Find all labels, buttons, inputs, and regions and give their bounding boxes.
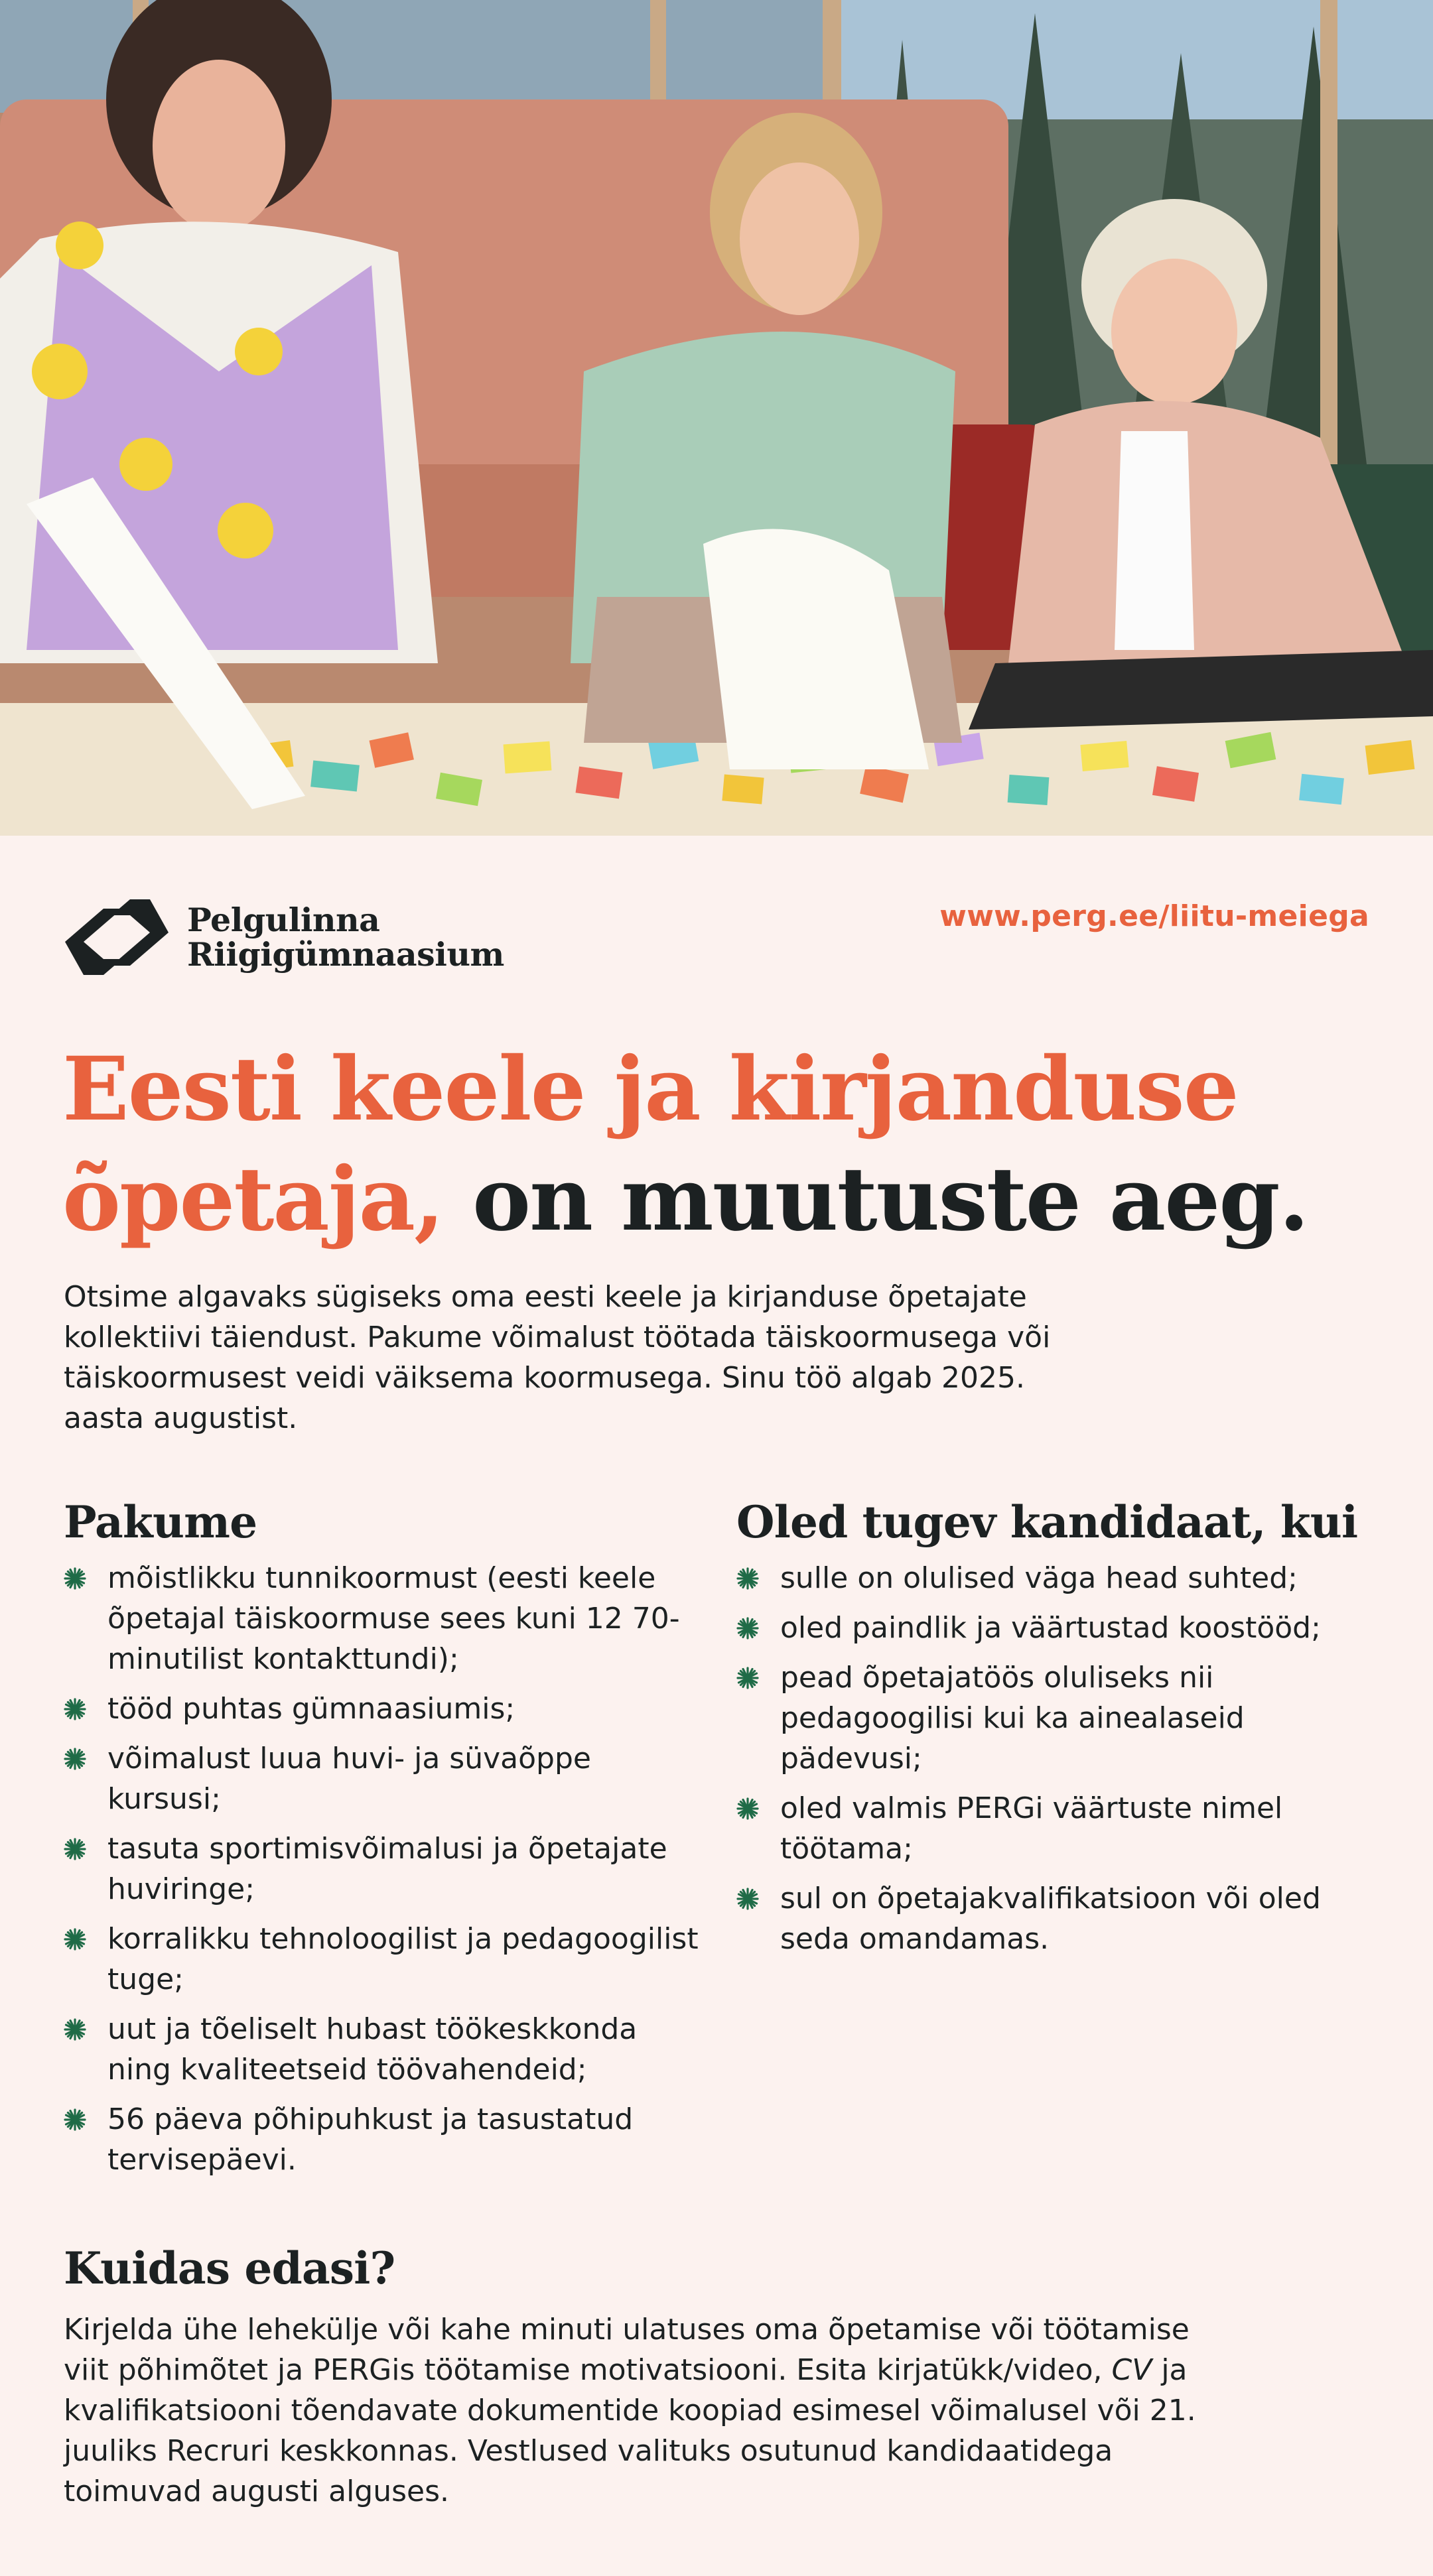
candidate-title: Oled tugev kandidaat, kui <box>736 1496 1358 1548</box>
next-steps-text <box>64 2309 1231 2512</box>
list-item-text: uut ja tõeliselt hubast töökeskkonda ning kvaliteetseid töövahendeid; <box>107 2012 638 2087</box>
list-item <box>736 1657 1373 1779</box>
title-dark: on muutuste aeg. <box>472 1148 1308 1251</box>
list-item <box>64 1689 701 1729</box>
starburst-bullet-icon <box>736 1797 759 1820</box>
list-item-text: pead õpetajatöös oluliseks nii pedagoogilisi kui ka ainealaseid pädevusi; <box>780 1661 1245 1775</box>
list-item-text: sulle on olulised väga head suhted; <box>780 1561 1298 1595</box>
list-item-text: oled paindlik ja väärtustad koostööd; <box>780 1611 1321 1645</box>
list-item-text: tasuta sportimisvõimalusi ja õpetajate huviringe; <box>107 1832 667 1906</box>
list-item-text: sul on õpetajakvalifikatsioon või oled seda omandamas. <box>780 1882 1321 1956</box>
school-name <box>187 903 504 972</box>
list-item-text: korralikku tehnoloogilist ja pedagoogilist tuge; <box>107 1922 699 1996</box>
starburst-bullet-icon <box>64 1567 86 1590</box>
starburst-bullet-icon <box>64 2108 86 2131</box>
next-steps-title: Kuidas edasi? <box>64 2242 395 2294</box>
next-steps-cv: CV <box>1111 2353 1152 2387</box>
starburst-bullet-icon <box>64 1928 86 1951</box>
offer-list <box>64 1558 701 2180</box>
candidate-section <box>736 1496 1373 1968</box>
list-item <box>64 2099 701 2180</box>
school-name-line1: Pelgulinna <box>187 901 380 939</box>
list-item <box>736 1558 1373 1598</box>
list-item-text: mõistlikku tunnikoormust (eesti keele õpetajal täiskoormuse sees kuni 12 70-minutilist kontakttundi); <box>107 1561 680 1676</box>
list-item-text: tööd puhtas gümnaasiumis; <box>107 1692 515 1726</box>
title-accent: Eesti keele ja kirjanduse õpetaja, <box>62 1038 1238 1251</box>
list-item-text: oled valmis PERGi väärtuste nimel töötama; <box>780 1791 1283 1866</box>
list-item <box>736 1878 1373 1959</box>
starburst-bullet-icon <box>736 1567 759 1590</box>
list-item <box>64 1919 701 2000</box>
starburst-bullet-icon <box>64 1698 86 1720</box>
list-item-text: 56 päeva põhipuhkust ja tasustatud tervisepäevi. <box>107 2102 634 2177</box>
next-steps-section <box>64 2242 1231 2512</box>
offer-title: Pakume <box>64 1496 257 1548</box>
page-title <box>62 1035 1389 1255</box>
list-item <box>64 1738 701 1819</box>
next-steps-text-part2: ja kvalifikatsiooni tõendavate dokumentide koopiad esimesel võimalusel või 21. juuliks Recruri keskkonnas. Vestlused valituks osutunud kandidaatidega toimuvad augusti alguses. <box>64 2353 1196 2508</box>
starburst-bullet-icon <box>64 2018 86 2041</box>
list-item <box>64 1829 701 1909</box>
school-logo[interactable] <box>64 895 504 979</box>
hero-photo-icon <box>0 0 1433 836</box>
list-item <box>64 1558 701 1679</box>
list-item <box>64 2009 701 2090</box>
intro-paragraph: Otsime algavaks sügiseks oma eesti keele ja kirjanduse õpetajate kollektiivi täiendust. Pakume võimalust töötada täiskoormusega või täiskoormusest veidi väiksema koormusega. Sinu töö algab 2025. aasta augustist. <box>64 1280 1051 1435</box>
starburst-bullet-icon <box>736 1667 759 1689</box>
next-steps-text-part1: Kirjelda ühe lehekülje või kahe minuti ulatuses oma õpetamise või töötamise viit põhimõtet ja PERGis töötamise motivatsiooni. Esita kirjatükk/video, <box>64 2313 1190 2387</box>
school-name-line2: Riigigümnaasium <box>187 935 504 974</box>
list-item <box>736 1608 1373 1648</box>
hero-photo <box>0 0 1433 836</box>
website-link[interactable]: www.perg.ee/liitu-meiega <box>939 899 1369 933</box>
list-item-text: võimalust luua huvi- ja süvaõppe kursusi; <box>107 1742 591 1816</box>
offer-section <box>64 1496 701 2189</box>
starburst-bullet-icon <box>64 1838 86 1860</box>
perg-logo-icon <box>64 895 170 979</box>
candidate-list <box>736 1558 1373 1959</box>
starburst-bullet-icon <box>64 1748 86 1770</box>
starburst-bullet-icon <box>736 1888 759 1910</box>
starburst-bullet-icon <box>736 1617 759 1640</box>
list-item <box>736 1788 1373 1869</box>
